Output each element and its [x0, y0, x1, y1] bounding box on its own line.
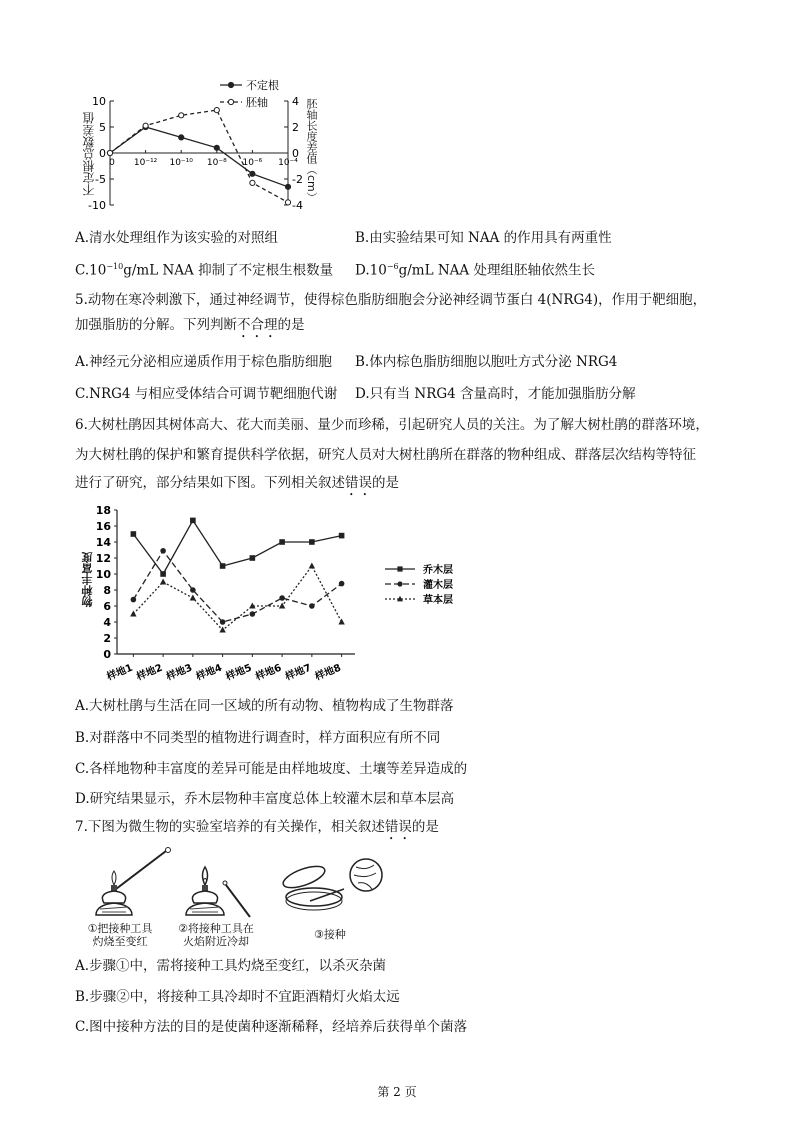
data-point — [160, 579, 166, 585]
x-tick-label: 10⁻⁶ — [242, 158, 263, 168]
y2-tick-label: 4 — [292, 95, 299, 108]
legend-marker — [228, 99, 233, 104]
y-tick-label: -10 — [88, 199, 106, 212]
x-tick-label: 样地4 — [194, 662, 224, 683]
y-tick-label: 0 — [99, 147, 106, 160]
data-point — [131, 597, 137, 603]
data-point — [285, 184, 290, 189]
data-point — [131, 531, 137, 537]
x-tick-label: 10⁻⁴ — [278, 158, 298, 168]
data-point — [220, 619, 226, 625]
legend-marker — [397, 581, 402, 586]
data-point — [309, 603, 315, 609]
y-tick-label: 16 — [95, 520, 111, 533]
y-tick-label: 6 — [103, 600, 111, 613]
step2-caption: ②将接种工具在 火焰附近冷却 — [178, 922, 254, 948]
step3-caption: ③接种 — [314, 928, 346, 941]
q5-option-c: C.NRG4 与相应受体结合可调节靶细胞代谢 — [75, 386, 338, 402]
x-tick-label: 样地5 — [224, 662, 254, 683]
data-point — [339, 533, 345, 539]
q5-option-b: B.体内棕色脂肪细胞以胞吐方式分泌 NRG4 — [355, 354, 618, 370]
q6-stem-line2: 为大树杜鹃的保护和繁育提供科学依据，研究人员对大树杜鹃所在群落的物种组成、群落层次结构等特征 — [75, 447, 696, 463]
x-tick-label: 样地1 — [105, 662, 135, 683]
q6-option-c: C.各样地物种丰富度的差异可能是由样地坡度、土壤等差异造成的 — [75, 761, 468, 777]
alcohol-lamp-icon — [96, 848, 171, 916]
data-point — [179, 135, 184, 140]
naa-chart — [70, 75, 310, 215]
y-tick-label: 12 — [95, 552, 111, 565]
petri-dish-icon — [281, 859, 382, 910]
data-point — [130, 611, 136, 617]
q6-stem-line1: 6.大树杜鹃因其树体高大、花大而美丽、量少而珍稀，引起研究人员的关注。为了解大树杜鹃的群落环境， — [75, 417, 709, 433]
q6-stem-line3: 进行了研究，部分结果如下图。下列相关叙述错误的是 — [75, 475, 399, 491]
q5-stem-line1: 5.动物在寒冷刺激下，通过神经调节，使得棕色脂肪细胞会分泌神经调节蛋白 4(NRG4)，作用于靶细胞， — [75, 292, 707, 308]
y-tick-label: -5 — [95, 173, 106, 186]
alcohol-lamp-icon — [186, 867, 250, 917]
q4-option-b: B.由实验结果可知 NAA 的作用具有两重性 — [355, 230, 612, 246]
data-point — [250, 171, 255, 176]
y2-tick-label: 2 — [292, 121, 299, 134]
x-tick-label: 样地3 — [164, 662, 194, 683]
chart2-ylabel: 物种丰富度 — [81, 552, 94, 607]
data-point — [279, 595, 285, 601]
y-tick-label: 18 — [95, 504, 111, 517]
chart1-ylabel: 不定根总数差值 — [82, 112, 96, 196]
data-point — [339, 581, 345, 587]
page-number: 第 2 页 — [377, 1085, 417, 1099]
legend-label: 不定根 — [246, 79, 279, 92]
data-point — [309, 563, 315, 569]
q6-option-b: B.对群落中不同类型的植物进行调查时，样方面积应有所不同 — [75, 730, 441, 746]
q5-option-d: D.只有当 NRG4 含量高时，才能加强脂肪分解 — [355, 386, 636, 402]
series-line-1 — [110, 127, 288, 187]
q5-option-a: A.神经元分泌相应递质作用于棕色脂肪细胞 — [75, 354, 333, 370]
y-tick-label: 14 — [95, 536, 111, 549]
q6-option-d: D.研究结果显示，乔木层物种丰富度总体上较灌木层和草本层高 — [75, 791, 455, 807]
x-tick-label: 样地2 — [135, 662, 165, 683]
series-line-2 — [110, 110, 288, 202]
data-point — [250, 611, 256, 617]
q4-option-d: $D.10^{-6}g/mL$ NAA 处理组胚轴依然生长 — [355, 262, 595, 279]
data-point — [160, 571, 166, 577]
legend-label: 草本层 — [423, 595, 453, 606]
data-point — [214, 108, 219, 113]
x-tick-label: 10⁻¹² — [133, 158, 158, 168]
y2-tick-label: -4 — [292, 199, 303, 212]
x-tick-label: 10⁻⁸ — [206, 158, 227, 168]
legend-marker — [228, 82, 233, 87]
q6-option-a: A.大树杜鹃与生活在同一区域的所有动物、植物构成了生物群落 — [75, 698, 454, 714]
legend-label: 乔木层 — [423, 565, 453, 576]
data-point — [250, 180, 255, 185]
data-point — [285, 200, 290, 205]
y-tick-label: 0 — [103, 648, 111, 661]
q4-option-a: A.清水处理组作为该实验的对照组 — [75, 230, 279, 246]
data-point — [143, 123, 148, 128]
legend-label: 胚轴 — [246, 96, 268, 109]
y-tick-label: 8 — [103, 584, 111, 597]
q7-option-c: C.图中接种方法的目的是使菌种逐渐稀释，经培养后获得单个菌落 — [75, 1019, 468, 1035]
y-tick-label: 10 — [95, 568, 111, 581]
q7-option-b: B.步骤②中，将接种工具冷却时不宜距酒精灯火焰太远 — [75, 989, 400, 1005]
data-point — [190, 518, 196, 524]
q7-stem: 7.下图为微生物的实验室培养的有关操作，相关叙述错误的是 — [75, 819, 439, 835]
species-richness-chart — [75, 500, 475, 690]
y2-tick-label: -2 — [292, 173, 303, 186]
inoculation-steps-figure — [78, 845, 398, 925]
legend-label: 灌木层 — [423, 580, 453, 591]
legend-marker — [397, 566, 402, 571]
data-point — [309, 539, 315, 545]
q4-option-c: $C.10^{-10}g/mL$ NAA 抑制了不定根生根数量 — [75, 262, 334, 279]
data-point — [250, 555, 256, 561]
y-tick-label: 2 — [103, 632, 111, 645]
y-tick-label: 5 — [99, 121, 106, 134]
x-tick-label: 样地6 — [254, 662, 284, 683]
data-point — [160, 548, 166, 554]
data-point — [214, 145, 219, 150]
step1-caption: ①把接种工具 灼烧至变红 — [87, 922, 153, 948]
y2-tick-label: 0 — [292, 147, 299, 160]
y-tick-label: 4 — [103, 616, 111, 629]
y-tick-label: 10 — [92, 95, 106, 108]
data-point — [279, 539, 285, 545]
data-point — [179, 113, 184, 118]
data-point — [190, 587, 196, 593]
x-tick-label: 10⁻¹⁰ — [169, 158, 193, 168]
data-point — [220, 563, 226, 569]
chart1-y2label: 胚轴长度差值（cm） — [305, 98, 318, 203]
data-point — [338, 619, 344, 625]
x-tick-label: 样地8 — [313, 662, 343, 683]
x-tick-label: 0 — [109, 158, 115, 168]
q7-option-a: A.步骤①中，需将接种工具灼烧至变红，以杀灭杂菌 — [75, 958, 387, 974]
x-tick-label: 样地7 — [283, 662, 313, 683]
q5-stem-line2: 加强脂肪的分解。下列判断不合理的是 — [75, 317, 305, 333]
data-point — [107, 150, 112, 155]
data-point — [190, 595, 196, 601]
